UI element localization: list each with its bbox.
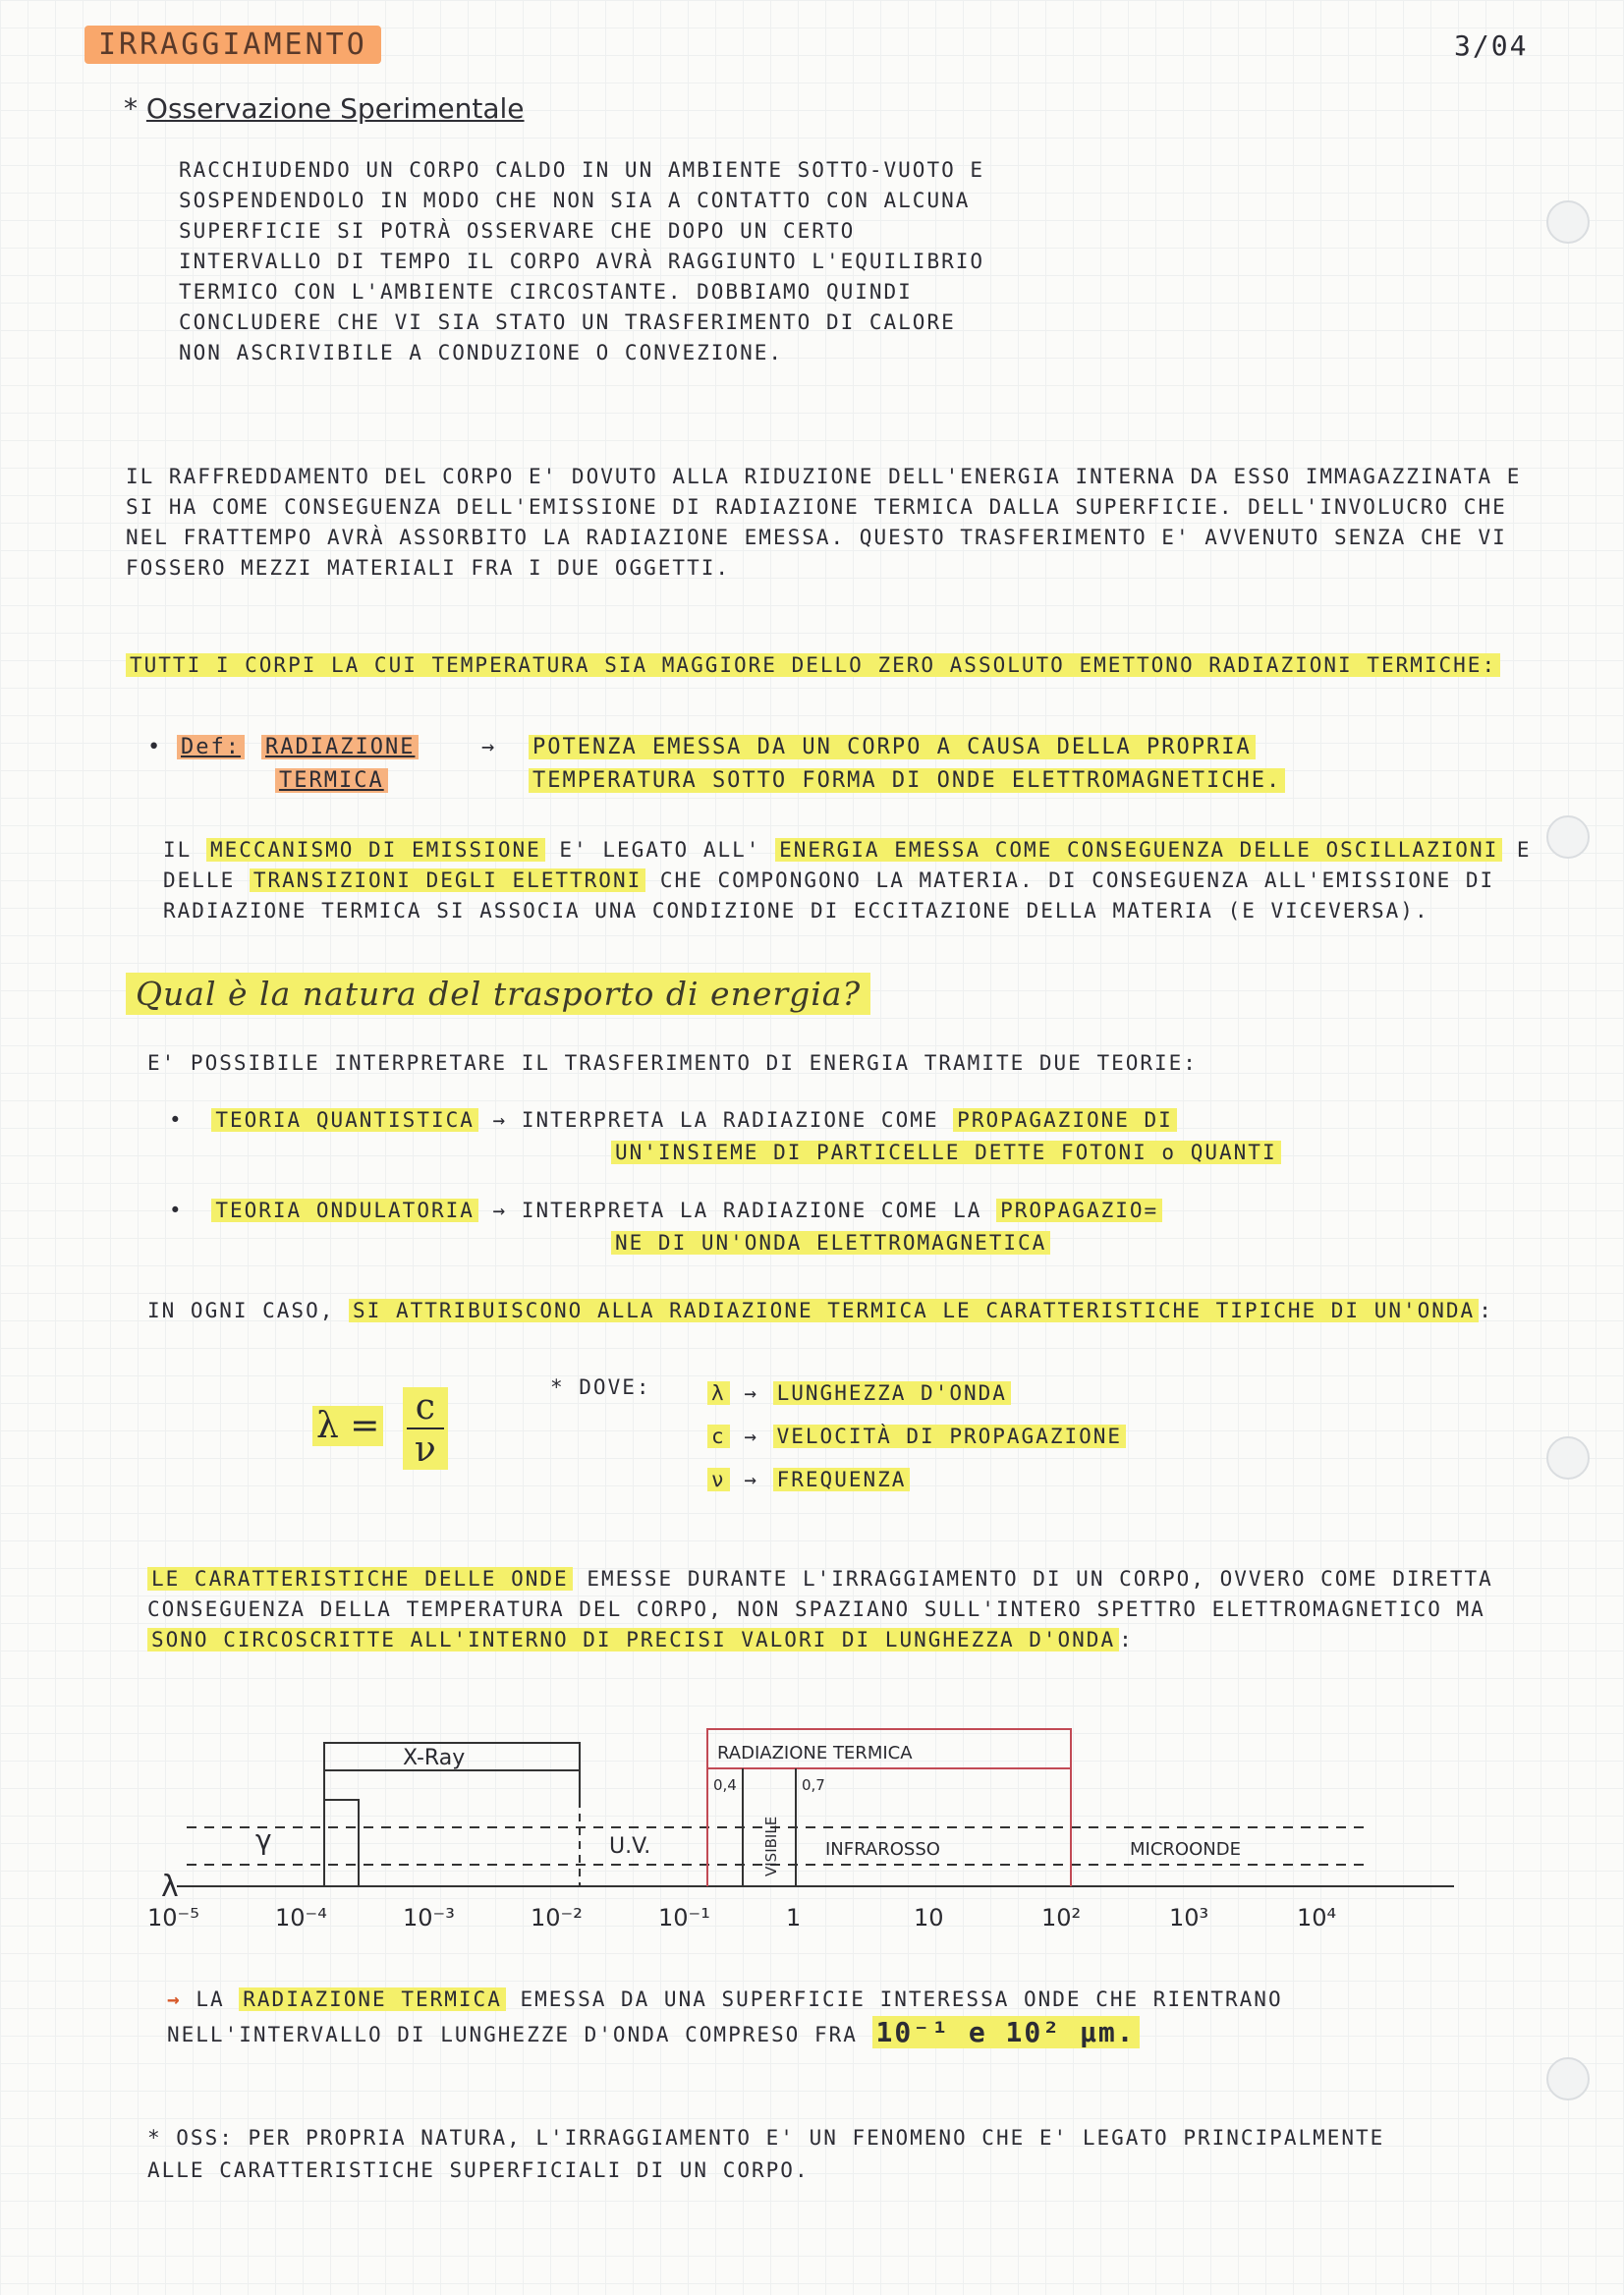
legend-arrow: → — [744, 1468, 758, 1491]
thermal-label: RADIAZIONE TERMICA — [717, 1743, 913, 1763]
obs-note-label: * OSS: — [147, 2126, 234, 2150]
mechanism-w2: E' LEGATO ALL' — [559, 838, 761, 862]
definition-term-line2: TERMICA — [275, 768, 388, 793]
band-visible: VISIBILE — [762, 1816, 780, 1876]
mechanism-hl3: TRANSIZIONI DEGLI ELETTRONI — [250, 868, 645, 892]
mechanism-w4: CHE COMPONGONO LA MATERIA. DI CONSEGUENZA ALL'EMISSIONE DI RADIAZIONE TERMICA SI ASSOCIA UNA CONDIZIONE DI ECCITAZIONE DELLA MATERIA (E VICEVERSA). — [163, 868, 1495, 923]
spectrum-tick-label: 10² — [1041, 1904, 1082, 1931]
mechanism-hl2: ENERGIA EMESSA COME CONSEGUENZA DELLE OSCILLAZIONI — [775, 838, 1502, 862]
spectrum-ticks — [147, 1904, 1336, 1931]
wave-traits-w2: : — [1479, 1299, 1493, 1322]
cooling-paragraph: IL RAFFREDDAMENTO DEL CORPO E' DOVUTO ALLA RIDUZIONE DELL'ENERGIA INTERNA DA ESSO IMMAGAZZINATA E SI HA COME CONSEGUENZA DELL'EMISSIONE DI RADIAZIONE TERMICA DALLA SUPERFICIE. DELL'INVOLUCRO CHE NEL FRATTEMPO AVRÀ ASSORBITO LA RADIAZIONE EMESSA. QUESTO TRASFERIMENTO E' AVVENUTO SENZA CHE VI FOSSERO MEZZI MATERIALI FRA I DUE OGGETTI. — [126, 465, 1522, 580]
band-uv: U.V. — [609, 1834, 651, 1859]
formula-numerator: c — [407, 1387, 444, 1429]
spectrum-tick-label: 10 — [914, 1904, 944, 1931]
legend-row-nu — [707, 1458, 1126, 1501]
theory-wave — [169, 1195, 1544, 1259]
mechanism-w1: IL — [163, 838, 193, 862]
theory-bullet: • — [169, 1108, 184, 1132]
wave-features-hl1: LE CARATTERISTICHE DELLE ONDE — [147, 1567, 573, 1591]
legend-symbol: c — [707, 1425, 730, 1448]
theory-highlight-a: PROPAGAZIONE DI — [953, 1108, 1177, 1132]
definition-bullet: • — [147, 735, 163, 759]
observation-text: RACCHIUDENDO UN CORPO CALDO IN UN AMBIENTE SOTTO-VUOTO E SOSPENDENDOLO IN MODO CHE NON SIA A CONTATTO CON ALCUNA SUPERFICIE SI POTRÀ OSSERVARE CHE DOPO UN CERTO INTERVALLO DI TEMPO IL CORPO AVRÀ RAGGIUNTO L'EQUILIBRIO TERMICO CON L'AMBIENTE CIRCOSTANTE. DOBBIAMO QUINDI CONCLUDERE CHE VI SIA STATO UN TRASFERIMENTO DI CALORE NON ASCRIVIBILE A CONDUZIONE O CONVEZIONE. — [179, 158, 985, 364]
legend-text: VELOCITÀ DI PROPAGAZIONE — [773, 1425, 1126, 1448]
mechanism-paragraph — [163, 835, 1539, 926]
theory-highlight-a: PROPAGAZIO= — [996, 1199, 1162, 1222]
wave-traits-w1: IN OGNI CASO, — [147, 1299, 335, 1322]
all-bodies-statement — [126, 648, 1540, 682]
spectrum-tick-label: 10⁻³ — [403, 1904, 455, 1931]
observation-bullet: * — [124, 92, 138, 125]
question-heading: Qual è la natura del trasporto di energia? — [126, 973, 870, 1015]
obs-note-text: PER PROPRIA NATURA, L'IRRAGGIAMENTO E' UN FENOMENO CHE E' LEGATO PRINCIPALMENTE ALLE CARATTERISTICHE SUPERFICIALI DI UN CORPO. — [147, 2126, 1385, 2182]
conclusion-range: 10⁻¹ e 10² μm. — [872, 2016, 1140, 2048]
wave-traits-paragraph — [147, 1295, 1533, 1327]
formula-denominator: ν — [414, 1429, 436, 1470]
wave-features-w2: : — [1119, 1628, 1134, 1651]
legend-arrow: → — [744, 1425, 758, 1448]
definition-row — [147, 735, 1552, 804]
observation-heading-text: Osservazione Sperimentale — [145, 92, 525, 125]
formula-fraction — [403, 1387, 448, 1470]
binder-hole — [1546, 815, 1590, 859]
legend-text: LUNGHEZZA D'ONDA — [773, 1381, 1011, 1405]
spectrum-tick-label: 10⁻⁴ — [275, 1904, 327, 1931]
theory-text: INTERPRETA LA RADIAZIONE COME — [521, 1108, 939, 1132]
spectrum-tick-label: 10⁴ — [1297, 1904, 1337, 1931]
band-microwave: MICROONDE — [1130, 1839, 1241, 1860]
mechanism-hl1: MECCANISMO DI EMISSIONE — [206, 838, 545, 862]
binder-hole — [1546, 200, 1590, 244]
definition-text-line2: TEMPERATURA SOTTO FORMA DI ONDE ELETTROMAGNETICHE. — [529, 768, 1285, 793]
mechanism-w3: E DELLE — [163, 838, 1532, 892]
observation-heading — [124, 92, 525, 125]
spectrum-diagram — [147, 1690, 1484, 1955]
spectrum-tick-label: 10⁻² — [531, 1904, 583, 1931]
theory-bullet: • — [169, 1199, 184, 1222]
wavelength-formula — [312, 1387, 448, 1470]
binder-hole — [1546, 1436, 1590, 1480]
band-xray: X-Ray — [403, 1746, 466, 1770]
wave-features-hl2: SONO CIRCOSCRITTE ALL'INTERNO DI PRECISI VALORI DI LUNGHEZZA D'ONDA — [147, 1628, 1119, 1651]
band-gamma: γ — [255, 1823, 272, 1856]
visible-end-label: 0,7 — [802, 1776, 825, 1794]
definition-text-line1: POTENZA EMESSA DA UN CORPO A CAUSA DELLA PROPRIA — [529, 735, 1256, 759]
spectrum-axis-symbol: λ — [161, 1870, 179, 1904]
theory-arrow: → — [492, 1108, 508, 1132]
theory-name: TEORIA QUANTISTICA — [211, 1108, 478, 1132]
wave-features-w1: EMESSE DURANTE L'IRRAGGIAMENTO DI UN CORPO, OVVERO COME DIRETTA CONSEGUENZA DELLA TEMPERATURA DEL CORPO, NON SPAZIANO SULL'INTERO SPETTRO ELETTROMAGNETICO MA — [147, 1567, 1493, 1621]
definition-term-line1: RADIAZIONE — [261, 735, 419, 759]
binder-hole — [1546, 2057, 1590, 2100]
conclusion-paragraph — [167, 1983, 1474, 2051]
theory-quantum — [169, 1104, 1544, 1169]
wave-features-paragraph — [147, 1564, 1542, 1655]
interpretation-line: E' POSSIBILE INTERPRETARE IL TRASFERIMENTO DI ENERGIA TRAMITE DUE TEORIE: — [147, 1051, 1198, 1075]
conclusion-arrow: → — [167, 1987, 182, 2011]
gamma-band — [324, 1800, 359, 1886]
conclusion-w1: LA — [196, 1987, 225, 2011]
conclusion-hl1: RADIAZIONE TERMICA — [239, 1987, 506, 2011]
wave-traits-hl1: SI ATTRIBUISCONO ALLA RADIAZIONE TERMICA LE CARATTERISTICHE TIPICHE DI UN'ONDA — [349, 1299, 1479, 1322]
all-bodies-highlight: TUTTI I CORPI LA CUI TEMPERATURA SIA MAGGIORE DELLO ZERO ASSOLUTO EMETTONO RADIAZIONI TERMICHE: — [126, 653, 1500, 677]
theory-arrow: → — [492, 1199, 508, 1222]
spectrum-tick-label: 10⁻⁵ — [147, 1904, 199, 1931]
theory-highlight-b: NE DI UN'ONDA ELETTROMAGNETICA — [611, 1231, 1050, 1255]
theory-highlight-b: UN'INSIEME DI PARTICELLE DETTE FOTONI o QUANTI — [611, 1141, 1281, 1164]
legend-symbol: ν — [707, 1468, 730, 1491]
obs-note — [147, 2122, 1454, 2187]
spectrum-tick-label: 10⁻¹ — [658, 1904, 710, 1931]
definition-label: Def: — [177, 735, 245, 759]
page-title: IRRAGGIAMENTO — [84, 26, 381, 64]
band-infrared: INFRAROSSO — [825, 1839, 940, 1860]
theory-text: INTERPRETA LA RADIAZIONE COME LA — [521, 1199, 982, 1222]
legend-row-lambda — [707, 1371, 1126, 1415]
legend-arrow: → — [744, 1381, 758, 1405]
formula-lhs: λ = — [312, 1406, 383, 1446]
legend-text: FREQUENZA — [773, 1468, 911, 1491]
spectrum-tick-label: 10³ — [1169, 1904, 1209, 1931]
legend-symbol: λ — [707, 1381, 730, 1405]
visible-start-label: 0,4 — [713, 1776, 737, 1794]
legend-row-c — [707, 1415, 1126, 1458]
conclusion-w2: EMESSA DA UNA SUPERFICIE INTERESSA ONDE CHE RIENTRANO NELL'INTERVALLO DI LUNGHEZZE D'ONDA COMPRESO FRA — [167, 1987, 1283, 2046]
page-date: 3/04 — [1454, 29, 1529, 62]
theory-name: TEORIA ONDULATORIA — [211, 1199, 478, 1222]
definition-arrow: → — [481, 735, 497, 759]
where-label: * DOVE: — [550, 1375, 651, 1399]
formula-legend — [707, 1371, 1126, 1501]
spectrum-tick-label: 1 — [786, 1904, 802, 1931]
